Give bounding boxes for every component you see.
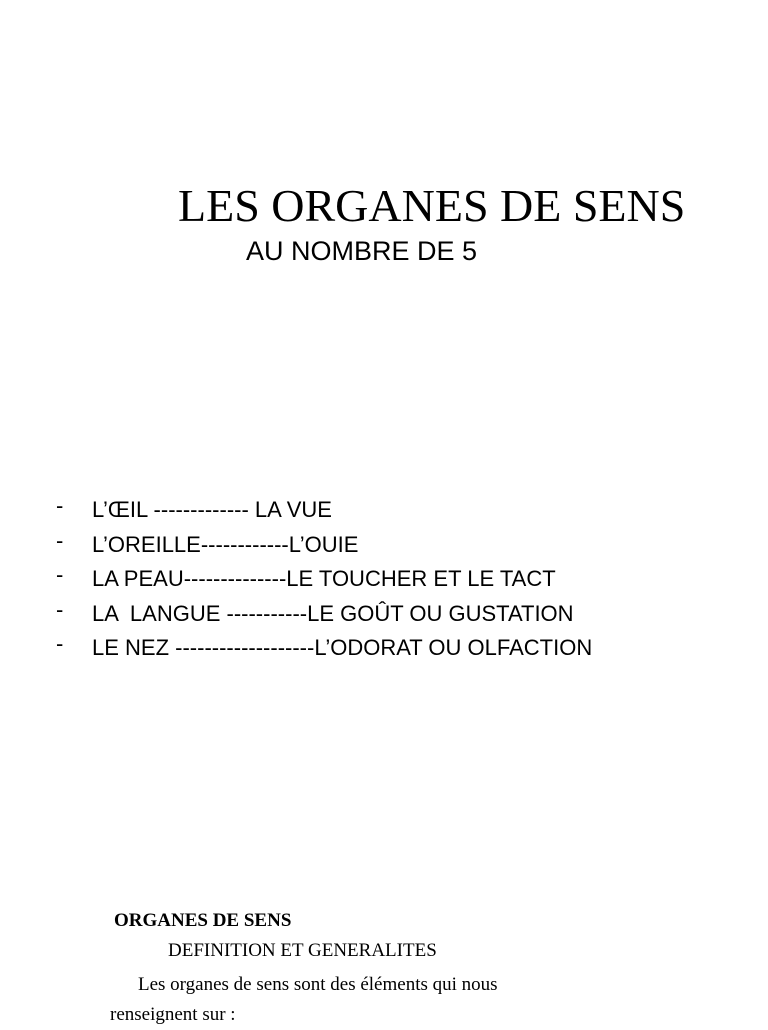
list-item bbox=[0, 562, 556, 597]
list-item-text: L’OREILLE------------L’OUIE bbox=[92, 531, 359, 557]
list-item-text: L’ŒIL ------------- LA VUE bbox=[92, 497, 332, 522]
list-item-text: LA PEAU--------------LE TOUCHER ET LE TACT bbox=[92, 566, 556, 591]
list-dash: - bbox=[56, 596, 64, 622]
page-title: LES ORGANES DE SENS bbox=[178, 180, 686, 231]
paragraph-line: renseignent sur : bbox=[110, 1004, 236, 1025]
list-item bbox=[0, 596, 574, 632]
list-item-text: LE NEZ -------------------L’ODORAT OU OLFACTION bbox=[92, 635, 593, 660]
list-item-text: LA LANGUE -----------LE GOÛT OU GUSTATION bbox=[92, 600, 574, 626]
paragraph-line: Les organes de sens sont des éléments qui nous bbox=[138, 974, 498, 995]
list-item bbox=[0, 527, 359, 563]
list-item bbox=[0, 631, 593, 666]
intro-paragraph bbox=[110, 970, 630, 1030]
page-subtitle: AU NOMBRE DE 5 bbox=[246, 236, 478, 266]
list-item bbox=[0, 493, 332, 528]
list-dash: - bbox=[56, 562, 64, 587]
list-dash: - bbox=[56, 493, 64, 518]
section-subtitle: DEFINITION ET GENERALITES bbox=[168, 940, 437, 961]
organ-list bbox=[0, 493, 593, 666]
list-dash: - bbox=[56, 527, 64, 553]
list-dash: - bbox=[56, 631, 64, 656]
section-title: ORGANES DE SENS bbox=[114, 910, 292, 931]
